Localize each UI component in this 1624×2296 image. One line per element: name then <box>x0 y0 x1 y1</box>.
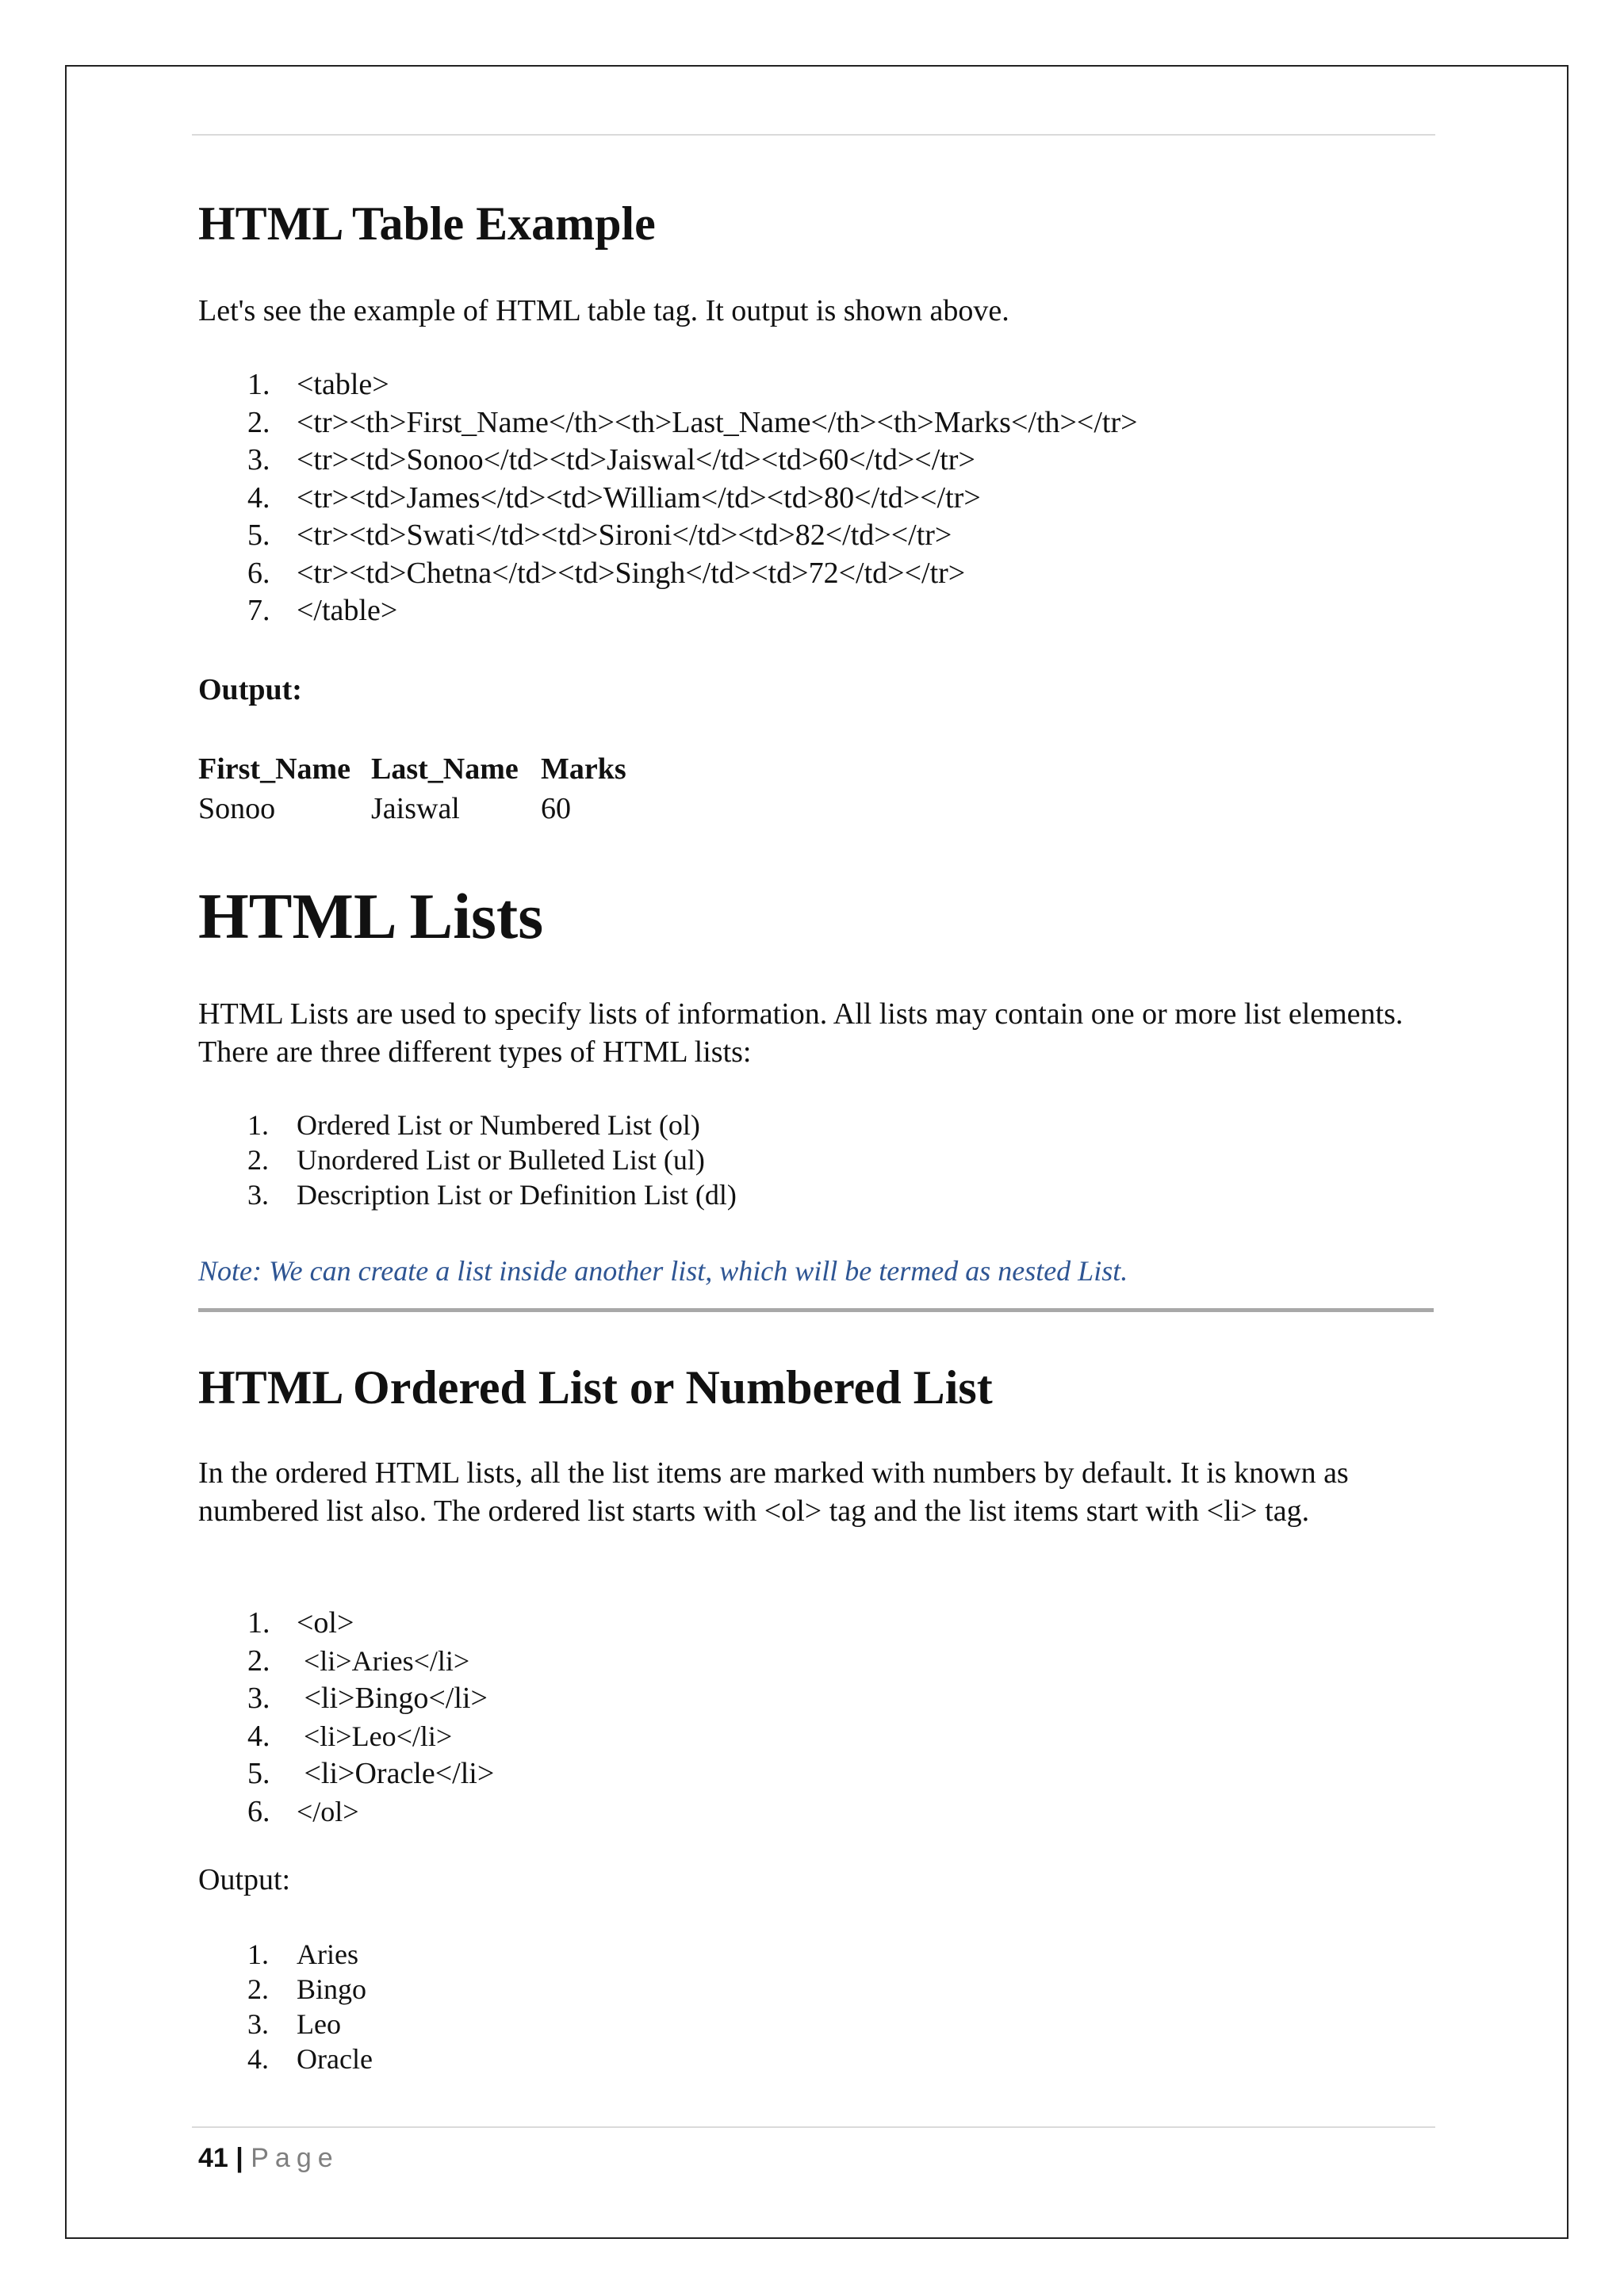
nested-list-note: Note: We can create a list inside another list, which will be termed as nested List. <box>198 1255 1128 1287</box>
code-line: 7. </table> <box>247 594 398 627</box>
ol-code-listing <box>198 1605 1442 1831</box>
list-item: 2. Bingo <box>247 1973 367 2005</box>
section-title-table-example: HTML Table Example <box>198 197 656 250</box>
output-table-header <box>198 749 1442 789</box>
code-line: 3. <li>Bingo</li> <box>247 1682 488 1715</box>
list-item: 3. Leo <box>247 2008 341 2040</box>
page-number: 41 <box>198 2143 228 2173</box>
code-line: 6. </ol> <box>247 1794 359 1828</box>
code-line: 1. <ol> <box>247 1606 354 1640</box>
output-table <box>198 749 1442 828</box>
list-item: 1. Aries <box>247 1938 358 1970</box>
ol-output-list <box>198 1937 1442 2076</box>
section-title-ordered-list: HTML Ordered List or Numbered List <box>198 1361 993 1414</box>
section-divider <box>198 1308 1434 1312</box>
code-line: 4. <li>Leo</li> <box>247 1719 453 1753</box>
code-line: 5. <li>Oracle</li> <box>247 1757 495 1790</box>
output-table-row <box>198 789 1442 828</box>
code-line: 6. <tr><td>Chetna</td><td>Singh</td><td>72</td></tr> <box>247 556 966 590</box>
output-label: Output: <box>198 1863 291 1896</box>
section-intro: Let's see the example of HTML table tag. It output is shown above. <box>198 294 1009 327</box>
table-cell: 60 <box>541 792 571 825</box>
table-header-cell: First_Name <box>198 752 351 786</box>
output-label: Output: <box>198 673 302 706</box>
table-cell: Sonoo <box>198 792 276 825</box>
footer-rule <box>192 2126 1435 2128</box>
table-cell: Jaiswal <box>371 792 460 825</box>
code-line: 2. <li>Aries</li> <box>247 1644 470 1678</box>
list-types <box>198 1108 1442 1212</box>
code-line: 5. <tr><td>Swati</td><td>Sironi</td><td>82</td></tr> <box>247 519 952 552</box>
code-line: 1. <table> <box>247 368 389 401</box>
table-header-cell: Last_Name <box>371 752 519 786</box>
page-word: Page <box>251 2143 339 2173</box>
list-item: 4. Oracle <box>247 2043 373 2075</box>
code-line: 3. <tr><td>Sonoo</td><td>Jaiswal</td><td>60</td></tr> <box>247 443 975 476</box>
code-line: 2. <tr><th>First_Name</th><th>Last_Name</th><th>Marks</th></tr> <box>247 405 1138 439</box>
footer-separator: | <box>236 2143 243 2173</box>
list-item: 3. Description List or Definition List (dl) <box>247 1179 737 1211</box>
table-header-cell: Marks <box>541 752 626 786</box>
lists-intro: HTML Lists are used to specify lists of information. All lists may contain one or more list elements. There are three different types of HTML lists: <box>198 997 1404 1069</box>
page-footer <box>198 2141 339 2175</box>
ordered-list-intro: In the ordered HTML lists, all the list items are marked with numbers by default. It is known as numbered list also. The ordered list starts with <ol> tag and the list items start with <li> tag. <box>198 1456 1349 1528</box>
table-code-listing <box>198 366 1442 630</box>
code-line: 4. <tr><td>James</td><td>William</td><td>80</td></tr> <box>247 480 981 515</box>
list-item: 1. Ordered List or Numbered List (ol) <box>247 1109 700 1141</box>
header-rule <box>192 134 1435 136</box>
section-title-html-lists: HTML Lists <box>198 880 544 952</box>
list-item: 2. Unordered List or Bulleted List (ul) <box>247 1144 705 1176</box>
